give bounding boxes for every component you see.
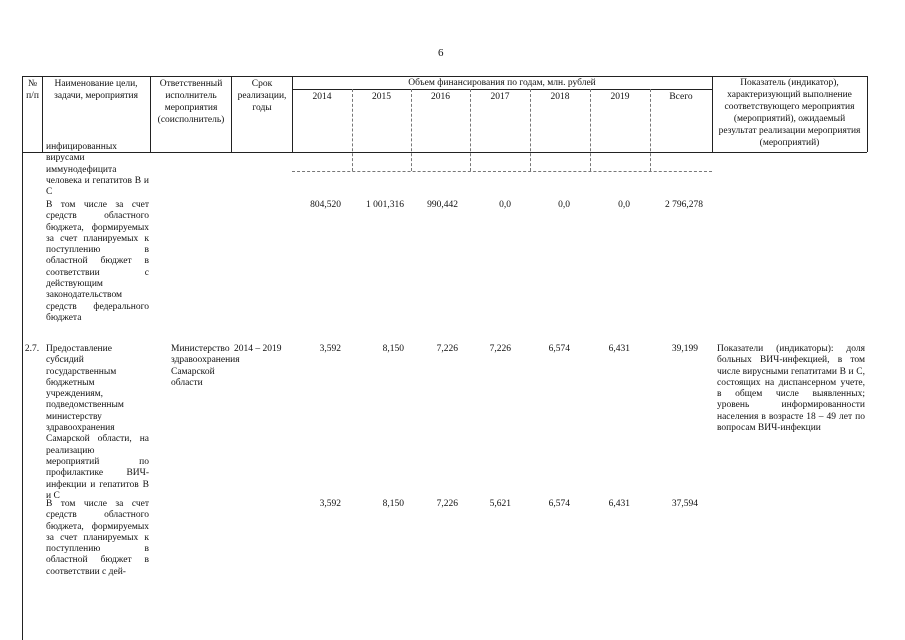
value-2015: 8,150 xyxy=(382,344,404,354)
value-2019: 0,0 xyxy=(618,200,630,210)
value-2016: 990,442 xyxy=(427,200,458,210)
table-right-border xyxy=(867,76,868,152)
row-executor: Министерство здравоохранения Самарской области xyxy=(171,344,240,388)
value-2017: 0,0 xyxy=(499,200,511,210)
row-term: 2014 – 2019 xyxy=(234,344,282,354)
row-name: инфицированных вирусами иммунодефицита человека и гепатитов В и С xyxy=(46,142,149,198)
row-name: В том числе за счет средств областного бюджета, формируемых за счет планируемых к поступлению в областной бюджет в соответствии с дей- xyxy=(46,499,149,577)
header-year-2014: 2014 xyxy=(312,92,332,102)
column-divider xyxy=(292,76,293,152)
value-total: 37,594 xyxy=(671,499,698,509)
column-divider xyxy=(42,76,43,152)
value-2016: 7,226 xyxy=(436,499,458,509)
value-2014: 3,592 xyxy=(319,499,341,509)
value-2019: 6,431 xyxy=(608,499,630,509)
value-2018: 6,574 xyxy=(548,499,570,509)
header-executor: Ответственный исполнитель мероприятия (соисполнитель) xyxy=(157,79,225,125)
row-name: В том числе за счет средств областного бюджета, формируемых за счет планируемых к поступлению в областной бюджет в соответствии с действующим законодательством средств федерального бюджета xyxy=(46,200,149,323)
value-2015: 1 001,316 xyxy=(366,200,404,210)
value-2017: 7,226 xyxy=(489,344,511,354)
row-num: 2.7. xyxy=(24,344,40,354)
value-2017: 5,621 xyxy=(489,499,511,509)
value-total: 39,199 xyxy=(671,344,698,354)
column-divider xyxy=(231,76,232,152)
header-num: № п/п xyxy=(26,79,39,101)
table-left-border xyxy=(22,76,23,640)
row-divider xyxy=(292,171,712,172)
funding-group-divider xyxy=(292,89,712,90)
header-year-2018: 2018 xyxy=(550,92,570,102)
header-term: Срок реализации, годы xyxy=(237,79,287,113)
row-indicator: Показатели (индикаторы): доля больных ВИЧ-инфекцией, в том числе вирусными гепатитами В и С, состоящих на диспансерном учете, в общем числе выявленных; уровень информированности населения в возрасте 18 – 49 лет по вопросам ВИЧ-инфекции xyxy=(717,344,865,434)
value-2015: 8,150 xyxy=(382,499,404,509)
header-name: Наименование цели, задачи, мероприятия xyxy=(54,79,138,101)
header-funding-group: Объем финансирования по годам, млн. рублей xyxy=(408,78,596,88)
column-divider xyxy=(712,76,713,152)
page-number: 6 xyxy=(438,47,444,59)
row-name: Предоставление субсидий государственным бюджетным учреждениям, подведомственным министерству здравоохранения Самарской области, на реализацию мероприятий по профилактике ВИЧ-инфекции и гепатитов В и С xyxy=(46,344,149,501)
header-year-2017: 2017 xyxy=(490,92,510,102)
value-2019: 6,431 xyxy=(608,344,630,354)
header-year-2019: 2019 xyxy=(610,92,630,102)
funding-table xyxy=(22,76,867,640)
header-year-2016: 2016 xyxy=(431,92,450,102)
header-total: Всего xyxy=(669,92,693,102)
column-divider xyxy=(150,76,151,152)
value-2014: 804,520 xyxy=(310,200,341,210)
header-year-2015: 2015 xyxy=(372,92,391,102)
value-2016: 7,226 xyxy=(436,344,458,354)
value-2014: 3,592 xyxy=(319,344,341,354)
header-indicator: Показатель (индикатор), характеризующий выполнение соответствующего мероприятия (мероприятий), ожидаемый результат реализации мероприятия (мероприятий) xyxy=(718,78,861,148)
value-2018: 6,574 xyxy=(548,344,570,354)
value-2018: 0,0 xyxy=(558,200,570,210)
value-total: 2 796,278 xyxy=(665,200,703,210)
